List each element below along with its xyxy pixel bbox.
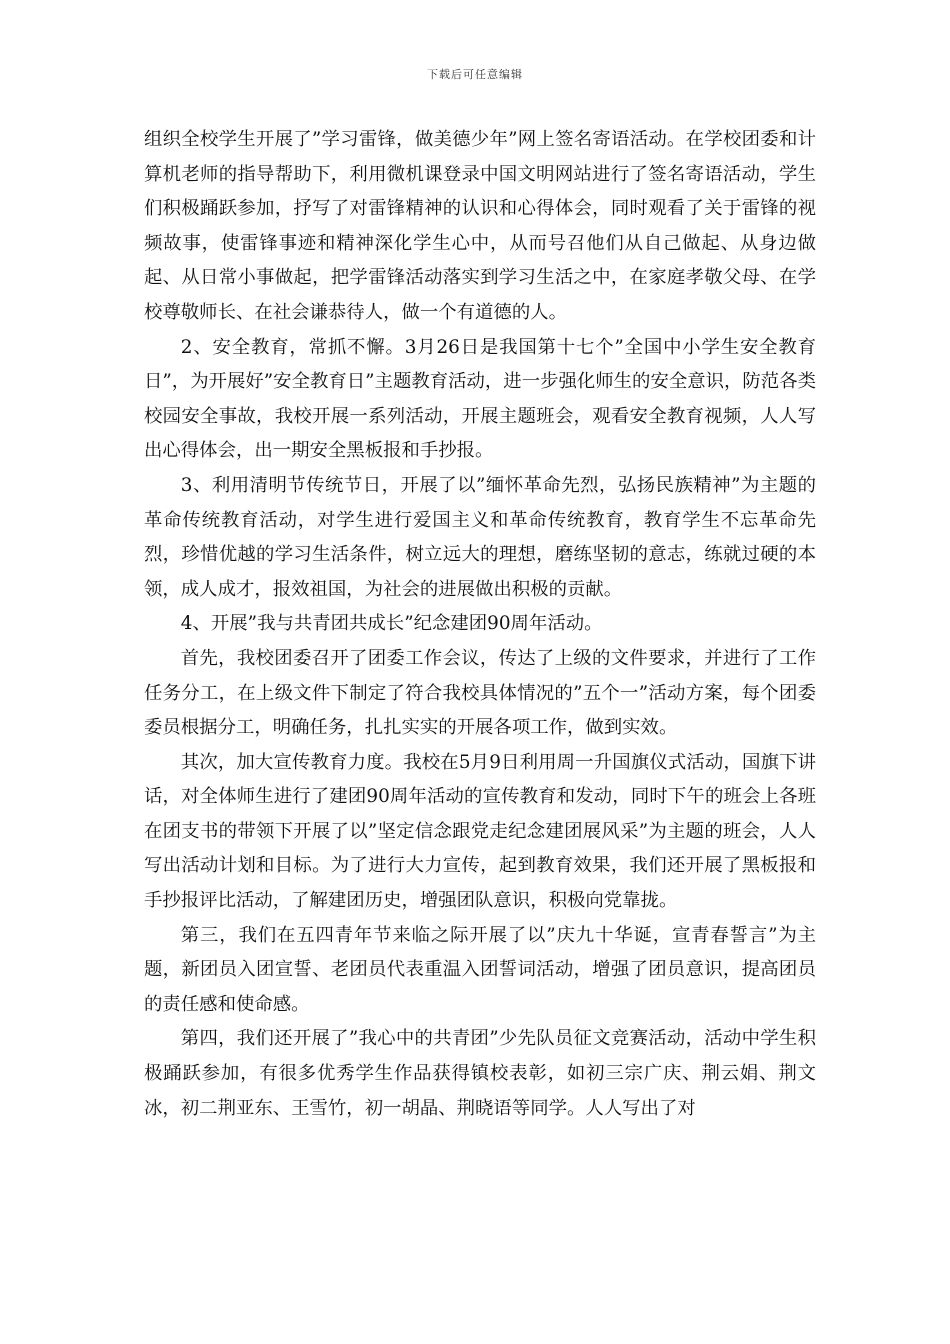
paragraph-7: 第三，我们在五四青年节来临之际开展了以”庆九十华诞，宣青春誓言”为主题，新团员入团宣誓、老团员代表重温入团誓词活动，增强了团员意识，提高团员的责任感和使命感。: [144, 924, 816, 1015]
paragraph-6: 其次，加大宣传教育力度。我校在5月9日利用周一升国旗仪式活动，国旗下讲话，对全体师生进行了建团90周年活动的宣传教育和发动，同时下午的班会上各班在团支书的带领下开展了以”坚定信念跟党走纪念建团展风采”为主题的班会，人人写出活动计划和目标。为了进行大力宣传，起到教育效果，我们还开展了黑板报和手抄报评比活动，了解建团历史，增强团队意识，积极向党靠拢。: [144, 751, 816, 912]
paragraph-1: 组织全校学生开展了”学习雷锋，做美德少年”网上签名寄语活动。在学校团委和计算机老师的指导帮助下，利用微机课登录中国文明网站进行了签名寄语活动，学生们积极踊跃参加，抒写了对雷锋精神的认识和心得体会，同时观看了关于雷锋的视频故事，使雷锋事迹和精神深化学生心中，从而号召他们从自己做起、从身边做起、从日常小事做起，把学雷锋活动落实到学习生活之中，在家庭孝敬父母、在学校尊敬师长、在社会谦恭待人，做一个有道德的人。: [144, 129, 816, 323]
paragraph-3: 3、利用清明节传统节日，开展了以”缅怀革命先烈，弘扬民族精神”为主题的革命传统教育活动，对学生进行爱国主义和革命传统教育，教育学生不忘革命先烈，珍惜优越的学习生活条件，树立远大的理想，磨练坚韧的意志，练就过硬的本领，成人成才，报效祖国，为社会的进展做出积极的贡献。: [144, 474, 816, 600]
paragraph-5: 首先，我校团委召开了团委工作会议，传达了上级的文件要求，并进行了工作任务分工，在上级文件下制定了符合我校具体情况的”五个一”活动方案，每个团委委员根据分工，明确任务，扎扎实实的开展各项工作，做到实效。: [144, 647, 816, 739]
paragraph-8: 第四，我们还开展了”我心中的共青团”少先队员征文竞赛活动，活动中学生积极踊跃参加，有很多优秀学生作品获得镇校表彰，如初三宗广庆、荆云娟、荆文冰，初二荆亚东、王雪竹，初一胡晶、荆晓语等同学。人人写出了对: [144, 1028, 816, 1119]
paragraph-4: 4、开展”我与共青团共成长”纪念建团90周年活动。: [180, 613, 603, 635]
page-header-note: 下载后可任意编辑: [427, 68, 523, 81]
document-body: [144, 123, 816, 1126]
paragraph-2: 2、安全教育，常抓不懈。3月26日是我国第十七个”全国中小学生安全教育日”，为开展好”安全教育日”主题教育活动，进一步强化师生的安全意识，防范各类校园安全事故，我校开展一系列活动，开展主题班会，观看安全教育视频，人人写出心得体会，出一期安全黑板报和手抄报。: [144, 336, 816, 462]
